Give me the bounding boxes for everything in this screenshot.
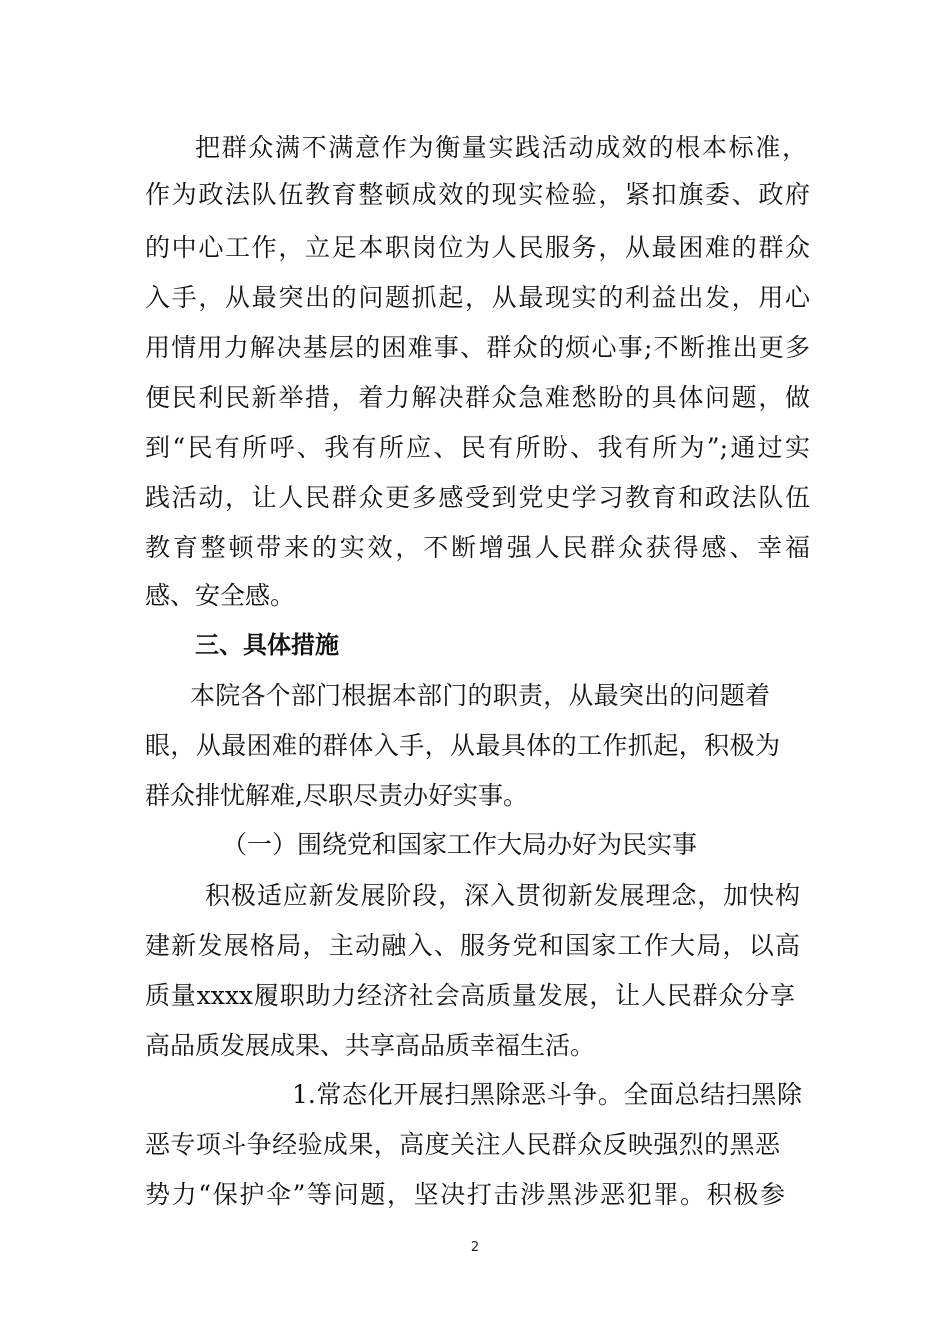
paragraph-1-line-6: 便民利民新举措，着力解决群众急难愁盼的具体问题，做: [145, 383, 810, 412]
paragraph-3-line-1: 积极适应新发展阶段，深入贯彻新发展理念，加快构: [205, 881, 800, 910]
paragraph-3-line-3: 质量xxxx履职助力经济社会高质量发展，让人民群众分享: [145, 981, 795, 1010]
paragraph-4-line-1: 1.常态化开展扫黑除恶斗争。全面总结扫黑除: [292, 1080, 802, 1109]
paragraph-1-line-7: 到“民有所呼、我有所应、民有所盼、我有所为”;通过实: [145, 433, 810, 462]
paragraph-2-line-1: 本院各个部门根据本部门的职责，从最突出的问题着: [190, 681, 770, 710]
paragraph-1-line-9: 教育整顿带来的实效，不断增强人民群众获得感、幸福: [145, 533, 810, 562]
paragraph-2-line-2: 眼，从最困难的群体入手，从最具体的工作抓起，积极为: [145, 731, 780, 760]
section-heading: 三、具体措施: [195, 631, 339, 659]
paragraph-4-line-3: 势力“保护伞”等问题，坚决打击涉黑涉恶犯罪。积极参: [145, 1180, 785, 1209]
paragraph-1-line-8: 践活动，让人民群众更多感受到党史学习教育和政法队伍: [145, 483, 810, 512]
paragraph-1-line-2: 作为政法队伍教育整顿成效的现实检验，紧扣旗委、政府: [145, 180, 810, 209]
paragraph-1-line-5: 用情用力解决基层的困难事、群众的烦心事;不断推出更多: [145, 333, 810, 362]
paragraph-3-line-4: 高品质发展成果、共享高品质幸福生活。: [145, 1031, 596, 1060]
paragraph-1-line-4: 入手，从最突出的问题抓起，从最现实的利益出发，用心: [145, 283, 810, 312]
paragraph-1-line-3: 的中心工作，立足本职岗位为人民服务，从最困难的群众: [145, 233, 810, 262]
subheading-one: （一）围绕党和国家工作大局办好为民实事: [222, 830, 698, 859]
paragraph-3-line-2: 建新发展格局，主动融入、服务党和国家工作大局，以高: [145, 931, 800, 960]
paragraph-1-line-10: 感、安全感。: [145, 581, 296, 610]
page-number: 2: [470, 1240, 480, 1255]
paragraph-1-line-1: 把群众满不满意作为衡量实践活动成效的根本标准，: [195, 133, 807, 162]
paragraph-2-line-3: 群众排忧解难,尽职尽责办好实事。: [145, 781, 528, 810]
paragraph-4-line-2: 恶专项斗争经验成果，高度关注人民群众反映强烈的黑恶: [145, 1130, 780, 1159]
